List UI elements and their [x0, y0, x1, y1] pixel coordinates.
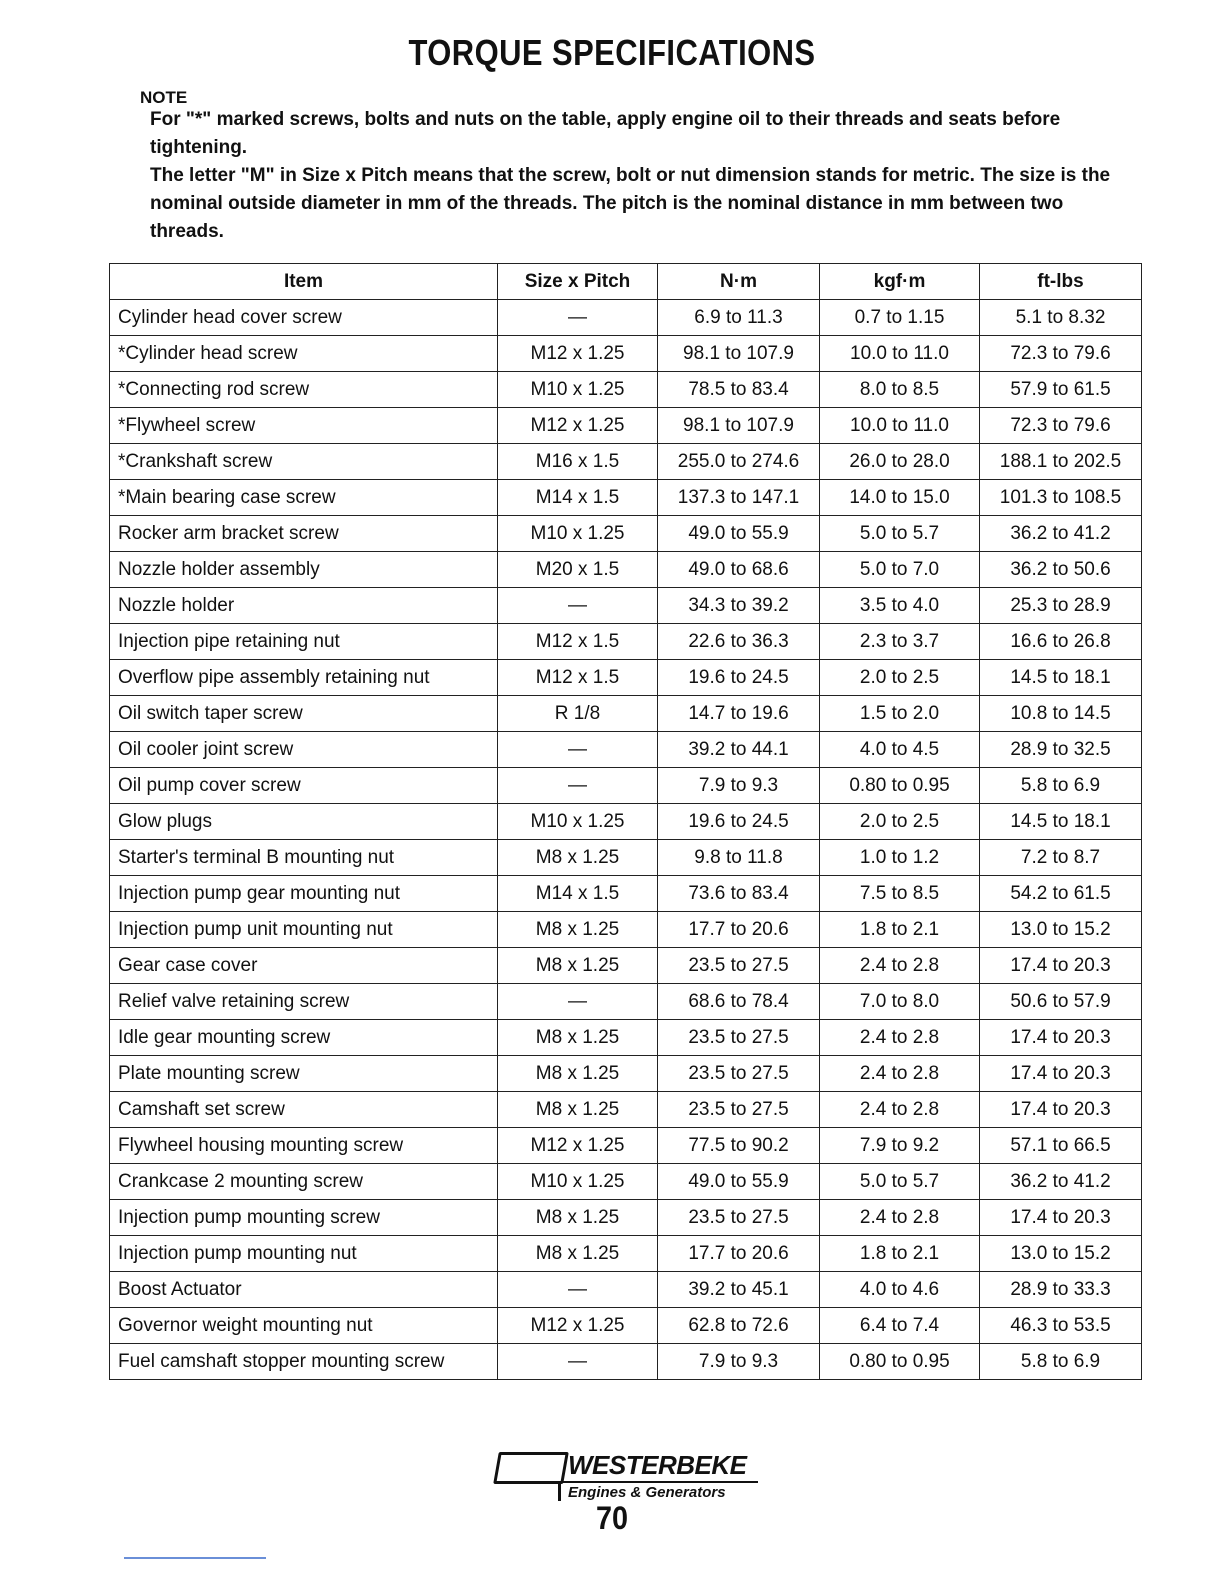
- cell-item: Glow plugs: [110, 804, 498, 840]
- cell-kgfm: 2.4 to 2.8: [820, 1092, 980, 1128]
- cell-size-pitch: —: [498, 1344, 658, 1380]
- table-body: [110, 300, 1142, 1380]
- cell-ftlbs: 17.4 to 20.3: [980, 1200, 1142, 1236]
- cell-kgfm: 2.4 to 2.8: [820, 1200, 980, 1236]
- page-title: TORQUE SPECIFICATIONS: [408, 32, 816, 73]
- cell-ftlbs: 17.4 to 20.3: [980, 1056, 1142, 1092]
- cell-size-pitch: M8 x 1.25: [498, 1092, 658, 1128]
- cell-kgfm: 10.0 to 11.0: [820, 408, 980, 444]
- table-row: [110, 1272, 1142, 1308]
- cell-item: *Flywheel screw: [110, 408, 498, 444]
- cell-ftlbs: 72.3 to 79.6: [980, 408, 1142, 444]
- cell-nm: 73.6 to 83.4: [658, 876, 820, 912]
- table-row: [110, 768, 1142, 804]
- cell-ftlbs: 54.2 to 61.5: [980, 876, 1142, 912]
- cell-nm: 23.5 to 27.5: [658, 1056, 820, 1092]
- cell-nm: 68.6 to 78.4: [658, 984, 820, 1020]
- cell-ftlbs: 16.6 to 26.8: [980, 624, 1142, 660]
- cell-item: Oil switch taper screw: [110, 696, 498, 732]
- cell-size-pitch: M12 x 1.25: [498, 408, 658, 444]
- cell-kgfm: 5.0 to 7.0: [820, 552, 980, 588]
- cell-item: Cylinder head cover screw: [110, 300, 498, 336]
- cell-kgfm: 2.3 to 3.7: [820, 624, 980, 660]
- table-row: [110, 1056, 1142, 1092]
- table-row: [110, 336, 1142, 372]
- brand-underline: [558, 1481, 758, 1483]
- cell-item: Injection pump unit mounting nut: [110, 912, 498, 948]
- cell-ftlbs: 57.9 to 61.5: [980, 372, 1142, 408]
- cell-item: Nozzle holder assembly: [110, 552, 498, 588]
- cell-item: Gear case cover: [110, 948, 498, 984]
- cell-ftlbs: 28.9 to 33.3: [980, 1272, 1142, 1308]
- note-label: NOTE: [140, 88, 188, 107]
- brand-name: WESTERBEKE: [568, 1450, 747, 1480]
- table-row: [110, 1092, 1142, 1128]
- cell-size-pitch: M8 x 1.25: [498, 1020, 658, 1056]
- cell-size-pitch: —: [498, 768, 658, 804]
- cell-nm: 39.2 to 44.1: [658, 732, 820, 768]
- cell-item: Camshaft set screw: [110, 1092, 498, 1128]
- table-row: [110, 840, 1142, 876]
- cell-ftlbs: 57.1 to 66.5: [980, 1128, 1142, 1164]
- cell-kgfm: 1.5 to 2.0: [820, 696, 980, 732]
- cell-nm: 255.0 to 274.6: [658, 444, 820, 480]
- cell-nm: 49.0 to 68.6: [658, 552, 820, 588]
- header-item: Item: [110, 264, 498, 300]
- cell-nm: 7.9 to 9.3: [658, 1344, 820, 1380]
- cell-ftlbs: 36.2 to 50.6: [980, 552, 1142, 588]
- cell-kgfm: 7.0 to 8.0: [820, 984, 980, 1020]
- cell-ftlbs: 17.4 to 20.3: [980, 1092, 1142, 1128]
- cell-item: Nozzle holder: [110, 588, 498, 624]
- cell-item: Crankcase 2 mounting screw: [110, 1164, 498, 1200]
- cell-nm: 49.0 to 55.9: [658, 1164, 820, 1200]
- cell-nm: 23.5 to 27.5: [658, 1200, 820, 1236]
- cell-nm: 19.6 to 24.5: [658, 804, 820, 840]
- cell-item: Governor weight mounting nut: [110, 1308, 498, 1344]
- cell-item: Idle gear mounting screw: [110, 1020, 498, 1056]
- header-size-pitch: Size x Pitch: [498, 264, 658, 300]
- table-row: [110, 444, 1142, 480]
- table-row: [110, 1200, 1142, 1236]
- table-row: [110, 1128, 1142, 1164]
- table-row: [110, 408, 1142, 444]
- cell-nm: 23.5 to 27.5: [658, 1092, 820, 1128]
- cell-nm: 23.5 to 27.5: [658, 948, 820, 984]
- cell-size-pitch: M8 x 1.25: [498, 1056, 658, 1092]
- table-row: [110, 1308, 1142, 1344]
- cell-kgfm: 4.0 to 4.6: [820, 1272, 980, 1308]
- cell-item: Relief valve retaining screw: [110, 984, 498, 1020]
- cell-size-pitch: M8 x 1.25: [498, 912, 658, 948]
- cell-kgfm: 0.7 to 1.15: [820, 300, 980, 336]
- cell-item: Boost Actuator: [110, 1272, 498, 1308]
- cell-item: *Crankshaft screw: [110, 444, 498, 480]
- cell-ftlbs: 36.2 to 41.2: [980, 516, 1142, 552]
- cell-size-pitch: —: [498, 732, 658, 768]
- cell-ftlbs: 5.1 to 8.32: [980, 300, 1142, 336]
- brand-tagline: Engines & Generators: [568, 1484, 726, 1501]
- cell-kgfm: 7.5 to 8.5: [820, 876, 980, 912]
- cell-nm: 6.9 to 11.3: [658, 300, 820, 336]
- note-paragraph-oil: For "*" marked screws, bolts and nuts on the table, apply engine oil to their threads and seats before tightening.: [150, 109, 1061, 158]
- table-row: [110, 552, 1142, 588]
- cell-kgfm: 3.5 to 4.0: [820, 588, 980, 624]
- cell-item: *Connecting rod screw: [110, 372, 498, 408]
- cell-nm: 137.3 to 147.1: [658, 480, 820, 516]
- table-row: [110, 624, 1142, 660]
- cell-size-pitch: M8 x 1.25: [498, 948, 658, 984]
- cell-kgfm: 2.0 to 2.5: [820, 660, 980, 696]
- cell-item: Oil pump cover screw: [110, 768, 498, 804]
- table-row: [110, 1344, 1142, 1380]
- cell-nm: 19.6 to 24.5: [658, 660, 820, 696]
- cell-kgfm: 4.0 to 4.5: [820, 732, 980, 768]
- cell-kgfm: 2.4 to 2.8: [820, 1020, 980, 1056]
- cell-ftlbs: 17.4 to 20.3: [980, 948, 1142, 984]
- cell-size-pitch: R 1/8: [498, 696, 658, 732]
- cell-item: *Cylinder head screw: [110, 336, 498, 372]
- cell-ftlbs: 5.8 to 6.9: [980, 1344, 1142, 1380]
- cell-nm: 7.9 to 9.3: [658, 768, 820, 804]
- cell-size-pitch: M12 x 1.5: [498, 660, 658, 696]
- cell-size-pitch: M16 x 1.5: [498, 444, 658, 480]
- cell-nm: 98.1 to 107.9: [658, 408, 820, 444]
- cell-nm: 49.0 to 55.9: [658, 516, 820, 552]
- cell-kgfm: 0.80 to 0.95: [820, 1344, 980, 1380]
- page-number: 70: [595, 1500, 629, 1536]
- table-row: [110, 876, 1142, 912]
- cell-ftlbs: 50.6 to 57.9: [980, 984, 1142, 1020]
- cell-ftlbs: 14.5 to 18.1: [980, 804, 1142, 840]
- brand-bar: [558, 1481, 561, 1501]
- cell-ftlbs: 10.8 to 14.5: [980, 696, 1142, 732]
- cell-kgfm: 26.0 to 28.0: [820, 444, 980, 480]
- cell-item: Plate mounting screw: [110, 1056, 498, 1092]
- w-mark-icon: [493, 1452, 569, 1484]
- cell-item: Injection pump mounting nut: [110, 1236, 498, 1272]
- cell-item: Injection pump gear mounting nut: [110, 876, 498, 912]
- cell-kgfm: 10.0 to 11.0: [820, 336, 980, 372]
- cell-size-pitch: M8 x 1.25: [498, 840, 658, 876]
- cell-size-pitch: —: [498, 588, 658, 624]
- cell-nm: 39.2 to 45.1: [658, 1272, 820, 1308]
- cell-ftlbs: 17.4 to 20.3: [980, 1020, 1142, 1056]
- header-nm: N·m: [658, 264, 820, 300]
- cell-size-pitch: M14 x 1.5: [498, 480, 658, 516]
- cell-ftlbs: 13.0 to 15.2: [980, 912, 1142, 948]
- cell-size-pitch: M10 x 1.25: [498, 1164, 658, 1200]
- cell-ftlbs: 36.2 to 41.2: [980, 1164, 1142, 1200]
- cell-kgfm: 5.0 to 5.7: [820, 1164, 980, 1200]
- cell-size-pitch: M8 x 1.25: [498, 1236, 658, 1272]
- torque-table: [109, 263, 1142, 1380]
- table-row: [110, 660, 1142, 696]
- table-row: [110, 912, 1142, 948]
- table-row: [110, 516, 1142, 552]
- table-row: [110, 300, 1142, 336]
- cell-ftlbs: 25.3 to 28.9: [980, 588, 1142, 624]
- header-kgfm: kgf·m: [820, 264, 980, 300]
- cell-size-pitch: M8 x 1.25: [498, 1200, 658, 1236]
- table-row: [110, 588, 1142, 624]
- cell-item: Rocker arm bracket screw: [110, 516, 498, 552]
- cell-size-pitch: M14 x 1.5: [498, 876, 658, 912]
- cell-nm: 77.5 to 90.2: [658, 1128, 820, 1164]
- table-row: [110, 732, 1142, 768]
- cell-ftlbs: 188.1 to 202.5: [980, 444, 1142, 480]
- cell-item: Fuel camshaft stopper mounting screw: [110, 1344, 498, 1380]
- cell-item: Injection pump mounting screw: [110, 1200, 498, 1236]
- cell-item: Flywheel housing mounting screw: [110, 1128, 498, 1164]
- cell-kgfm: 5.0 to 5.7: [820, 516, 980, 552]
- table-row: [110, 948, 1142, 984]
- cell-nm: 34.3 to 39.2: [658, 588, 820, 624]
- cell-kgfm: 2.4 to 2.8: [820, 1056, 980, 1092]
- cell-size-pitch: M20 x 1.5: [498, 552, 658, 588]
- cell-kgfm: 0.80 to 0.95: [820, 768, 980, 804]
- cell-ftlbs: 14.5 to 18.1: [980, 660, 1142, 696]
- cell-kgfm: 8.0 to 8.5: [820, 372, 980, 408]
- table-row: [110, 696, 1142, 732]
- cell-size-pitch: M12 x 1.25: [498, 1308, 658, 1344]
- note-block: [150, 106, 1140, 246]
- table-row: [110, 480, 1142, 516]
- westerbeke-logo: [496, 1450, 766, 1504]
- cell-nm: 78.5 to 83.4: [658, 372, 820, 408]
- cell-kgfm: 2.4 to 2.8: [820, 948, 980, 984]
- cell-kgfm: 7.9 to 9.2: [820, 1128, 980, 1164]
- cell-size-pitch: M12 x 1.25: [498, 1128, 658, 1164]
- header-ftlbs: ft-lbs: [980, 264, 1142, 300]
- scan-artifact-line: [124, 1557, 266, 1559]
- cell-size-pitch: —: [498, 300, 658, 336]
- cell-size-pitch: M10 x 1.25: [498, 372, 658, 408]
- cell-nm: 62.8 to 72.6: [658, 1308, 820, 1344]
- cell-nm: 9.8 to 11.8: [658, 840, 820, 876]
- cell-kgfm: 1.8 to 2.1: [820, 912, 980, 948]
- cell-size-pitch: M10 x 1.25: [498, 516, 658, 552]
- cell-nm: 23.5 to 27.5: [658, 1020, 820, 1056]
- cell-nm: 22.6 to 36.3: [658, 624, 820, 660]
- cell-nm: 98.1 to 107.9: [658, 336, 820, 372]
- cell-item: Oil cooler joint screw: [110, 732, 498, 768]
- table-row: [110, 1164, 1142, 1200]
- cell-nm: 17.7 to 20.6: [658, 912, 820, 948]
- table-row: [110, 1020, 1142, 1056]
- table-row: [110, 984, 1142, 1020]
- cell-ftlbs: 5.8 to 6.9: [980, 768, 1142, 804]
- cell-ftlbs: 46.3 to 53.5: [980, 1308, 1142, 1344]
- cell-size-pitch: —: [498, 984, 658, 1020]
- cell-size-pitch: M12 x 1.5: [498, 624, 658, 660]
- table-row: [110, 804, 1142, 840]
- cell-ftlbs: 72.3 to 79.6: [980, 336, 1142, 372]
- cell-nm: 14.7 to 19.6: [658, 696, 820, 732]
- cell-kgfm: 1.0 to 1.2: [820, 840, 980, 876]
- cell-kgfm: 2.0 to 2.5: [820, 804, 980, 840]
- cell-item: Injection pipe retaining nut: [110, 624, 498, 660]
- cell-item: Starter's terminal B mounting nut: [110, 840, 498, 876]
- note-paragraph-metric: The letter "M" in Size x Pitch means that the screw, bolt or nut dimension stands for metric. The size is the nominal outside diameter in mm of the threads. The pitch is the nominal distance in mm between two threads.: [150, 165, 1111, 242]
- table-row: [110, 1236, 1142, 1272]
- cell-size-pitch: M12 x 1.25: [498, 336, 658, 372]
- cell-kgfm: 6.4 to 7.4: [820, 1308, 980, 1344]
- cell-item: *Main bearing case screw: [110, 480, 498, 516]
- cell-nm: 17.7 to 20.6: [658, 1236, 820, 1272]
- cell-kgfm: 14.0 to 15.0: [820, 480, 980, 516]
- cell-size-pitch: M10 x 1.25: [498, 804, 658, 840]
- cell-ftlbs: 7.2 to 8.7: [980, 840, 1142, 876]
- cell-ftlbs: 28.9 to 32.5: [980, 732, 1142, 768]
- cell-item: Overflow pipe assembly retaining nut: [110, 660, 498, 696]
- cell-kgfm: 1.8 to 2.1: [820, 1236, 980, 1272]
- cell-ftlbs: 101.3 to 108.5: [980, 480, 1142, 516]
- cell-ftlbs: 13.0 to 15.2: [980, 1236, 1142, 1272]
- table-row: [110, 372, 1142, 408]
- cell-size-pitch: —: [498, 1272, 658, 1308]
- table-header-row: [110, 264, 1142, 300]
